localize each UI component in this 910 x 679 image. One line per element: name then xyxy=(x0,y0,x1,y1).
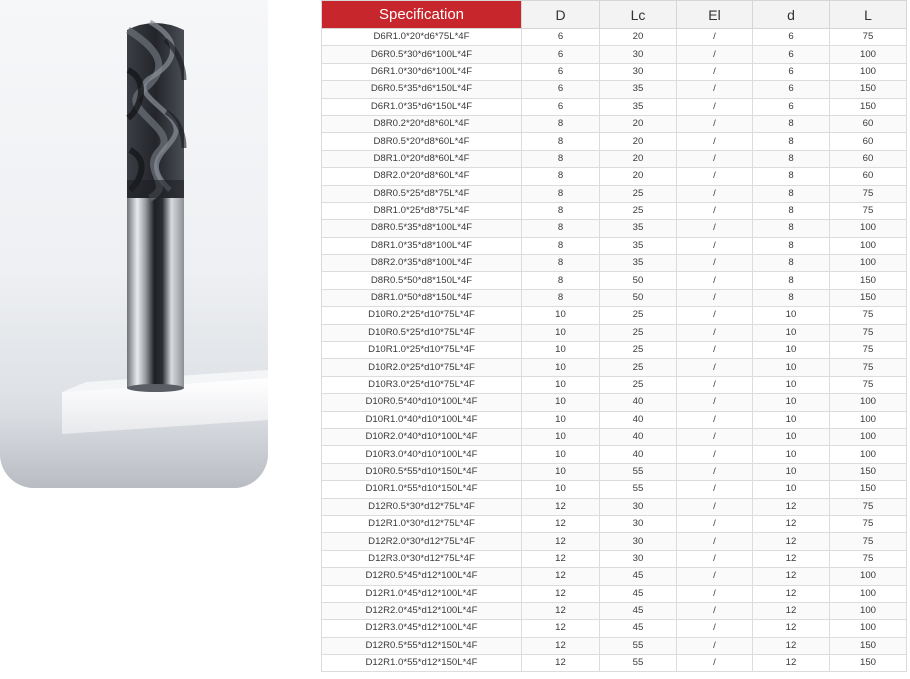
table-row xyxy=(322,81,907,98)
cell-d: 10 xyxy=(522,463,600,480)
cell-shank-d: 6 xyxy=(753,63,830,80)
cell-el: / xyxy=(677,307,753,324)
table-row xyxy=(322,324,907,341)
cell-lc: 25 xyxy=(600,202,677,219)
cell-lc: 20 xyxy=(600,168,677,185)
table-row xyxy=(322,150,907,167)
cell-l: 60 xyxy=(830,133,907,150)
cell-d: 8 xyxy=(522,272,600,289)
cell-shank-d: 10 xyxy=(753,307,830,324)
cell-specification: D10R1.0*40*d10*100L*4F xyxy=(322,411,522,428)
cell-el: / xyxy=(677,376,753,393)
cell-specification: D6R1.0*35*d6*150L*4F xyxy=(322,98,522,115)
cell-l: 100 xyxy=(830,620,907,637)
table-row xyxy=(322,620,907,637)
cell-specification: D6R0.5*35*d6*150L*4F xyxy=(322,81,522,98)
table-row xyxy=(322,602,907,619)
cell-l: 60 xyxy=(830,115,907,132)
cell-el: / xyxy=(677,637,753,654)
cell-shank-d: 12 xyxy=(753,568,830,585)
cell-l: 75 xyxy=(830,498,907,515)
cell-shank-d: 8 xyxy=(753,185,830,202)
cell-shank-d: 12 xyxy=(753,550,830,567)
cell-el: / xyxy=(677,115,753,132)
cell-shank-d: 8 xyxy=(753,289,830,306)
cell-d: 8 xyxy=(522,150,600,167)
cell-el: / xyxy=(677,29,753,46)
cell-lc: 35 xyxy=(600,220,677,237)
cell-specification: D10R0.5*25*d10*75L*4F xyxy=(322,324,522,341)
cell-el: / xyxy=(677,81,753,98)
table-row xyxy=(322,255,907,272)
header-shank-d: d xyxy=(753,1,830,29)
cell-d: 8 xyxy=(522,220,600,237)
cell-shank-d: 6 xyxy=(753,98,830,115)
cell-lc: 25 xyxy=(600,324,677,341)
cell-lc: 40 xyxy=(600,394,677,411)
cell-l: 100 xyxy=(830,411,907,428)
cell-d: 10 xyxy=(522,481,600,498)
cell-l: 100 xyxy=(830,63,907,80)
cell-l: 75 xyxy=(830,29,907,46)
cell-l: 150 xyxy=(830,481,907,498)
table-row xyxy=(322,498,907,515)
cell-lc: 55 xyxy=(600,637,677,654)
cell-lc: 30 xyxy=(600,46,677,63)
cell-lc: 30 xyxy=(600,515,677,532)
cell-d: 8 xyxy=(522,133,600,150)
cell-l: 150 xyxy=(830,81,907,98)
cell-el: / xyxy=(677,185,753,202)
cell-el: / xyxy=(677,255,753,272)
cell-d: 6 xyxy=(522,98,600,115)
cell-l: 100 xyxy=(830,220,907,237)
cell-specification: D12R0.5*45*d12*100L*4F xyxy=(322,568,522,585)
cell-specification: D6R1.0*20*d6*75L*4F xyxy=(322,29,522,46)
table-row xyxy=(322,411,907,428)
cell-el: / xyxy=(677,602,753,619)
cell-l: 60 xyxy=(830,150,907,167)
cell-lc: 45 xyxy=(600,602,677,619)
cell-specification: D8R0.5*20*d8*60L*4F xyxy=(322,133,522,150)
cell-lc: 30 xyxy=(600,533,677,550)
cell-d: 10 xyxy=(522,342,600,359)
cell-lc: 20 xyxy=(600,150,677,167)
cell-lc: 40 xyxy=(600,428,677,445)
cell-lc: 45 xyxy=(600,568,677,585)
cell-shank-d: 10 xyxy=(753,446,830,463)
cell-el: / xyxy=(677,46,753,63)
product-photo xyxy=(0,0,268,488)
cell-d: 8 xyxy=(522,289,600,306)
table-row xyxy=(322,133,907,150)
cell-specification: D10R0.5*55*d10*150L*4F xyxy=(322,463,522,480)
table-header-row xyxy=(322,1,907,29)
cell-d: 6 xyxy=(522,81,600,98)
cell-lc: 40 xyxy=(600,446,677,463)
cell-specification: D8R2.0*20*d8*60L*4F xyxy=(322,168,522,185)
cell-l: 75 xyxy=(830,185,907,202)
cell-shank-d: 10 xyxy=(753,394,830,411)
cell-l: 75 xyxy=(830,324,907,341)
cell-d: 10 xyxy=(522,307,600,324)
cell-specification: D12R3.0*45*d12*100L*4F xyxy=(322,620,522,637)
cell-l: 100 xyxy=(830,255,907,272)
cell-el: / xyxy=(677,220,753,237)
cell-specification: D6R0.5*30*d6*100L*4F xyxy=(322,46,522,63)
cell-l: 100 xyxy=(830,237,907,254)
cell-el: / xyxy=(677,550,753,567)
cell-el: / xyxy=(677,359,753,376)
cell-l: 150 xyxy=(830,655,907,672)
cell-specification: D8R0.5*25*d8*75L*4F xyxy=(322,185,522,202)
cell-d: 12 xyxy=(522,533,600,550)
cell-el: / xyxy=(677,585,753,602)
cell-d: 12 xyxy=(522,655,600,672)
cell-shank-d: 8 xyxy=(753,202,830,219)
cell-lc: 20 xyxy=(600,29,677,46)
cell-lc: 25 xyxy=(600,185,677,202)
header-lc: Lc xyxy=(600,1,677,29)
cell-lc: 30 xyxy=(600,63,677,80)
cell-specification: D10R0.5*40*d10*100L*4F xyxy=(322,394,522,411)
table-row xyxy=(322,46,907,63)
table-row xyxy=(322,202,907,219)
cell-specification: D12R1.0*45*d12*100L*4F xyxy=(322,585,522,602)
cell-d: 10 xyxy=(522,324,600,341)
cell-specification: D10R2.0*25*d10*75L*4F xyxy=(322,359,522,376)
cell-el: / xyxy=(677,463,753,480)
cell-d: 10 xyxy=(522,394,600,411)
cell-lc: 55 xyxy=(600,655,677,672)
table-row xyxy=(322,185,907,202)
cell-shank-d: 8 xyxy=(753,220,830,237)
table-row xyxy=(322,463,907,480)
cell-l: 60 xyxy=(830,168,907,185)
cell-lc: 55 xyxy=(600,463,677,480)
cell-l: 100 xyxy=(830,394,907,411)
cell-shank-d: 8 xyxy=(753,272,830,289)
cell-specification: D10R2.0*40*d10*100L*4F xyxy=(322,428,522,445)
table-row xyxy=(322,481,907,498)
cell-l: 75 xyxy=(830,550,907,567)
cell-shank-d: 6 xyxy=(753,46,830,63)
cell-specification: D12R0.5*55*d12*150L*4F xyxy=(322,637,522,654)
cell-shank-d: 12 xyxy=(753,585,830,602)
table-row xyxy=(322,428,907,445)
cell-d: 12 xyxy=(522,620,600,637)
cell-shank-d: 12 xyxy=(753,620,830,637)
cell-lc: 25 xyxy=(600,342,677,359)
cell-specification: D8R0.2*20*d8*60L*4F xyxy=(322,115,522,132)
cell-shank-d: 10 xyxy=(753,359,830,376)
cell-d: 10 xyxy=(522,446,600,463)
cell-lc: 35 xyxy=(600,255,677,272)
cell-l: 150 xyxy=(830,637,907,654)
table-row xyxy=(322,394,907,411)
table-row xyxy=(322,359,907,376)
cell-el: / xyxy=(677,342,753,359)
cell-shank-d: 12 xyxy=(753,498,830,515)
table-row xyxy=(322,446,907,463)
table-row xyxy=(322,237,907,254)
cell-shank-d: 8 xyxy=(753,255,830,272)
cell-specification: D12R2.0*30*d12*75L*4F xyxy=(322,533,522,550)
cell-specification: D8R2.0*35*d8*100L*4F xyxy=(322,255,522,272)
cell-d: 12 xyxy=(522,498,600,515)
cell-shank-d: 12 xyxy=(753,637,830,654)
table-row xyxy=(322,585,907,602)
cell-shank-d: 6 xyxy=(753,29,830,46)
cell-el: / xyxy=(677,655,753,672)
cell-el: / xyxy=(677,237,753,254)
cell-specification: D8R0.5*35*d8*100L*4F xyxy=(322,220,522,237)
cell-l: 75 xyxy=(830,202,907,219)
cell-specification: D10R1.0*25*d10*75L*4F xyxy=(322,342,522,359)
cell-d: 10 xyxy=(522,359,600,376)
cell-lc: 40 xyxy=(600,411,677,428)
cell-lc: 30 xyxy=(600,550,677,567)
cell-shank-d: 10 xyxy=(753,342,830,359)
table-body xyxy=(322,29,907,672)
header-l: L xyxy=(830,1,907,29)
header-specification: Specification xyxy=(322,1,522,29)
cell-d: 12 xyxy=(522,602,600,619)
end-mill-icon xyxy=(0,0,268,488)
cell-el: / xyxy=(677,411,753,428)
cell-el: / xyxy=(677,168,753,185)
table-row xyxy=(322,568,907,585)
cell-l: 150 xyxy=(830,98,907,115)
cell-d: 10 xyxy=(522,428,600,445)
cell-el: / xyxy=(677,568,753,585)
specification-table xyxy=(321,0,907,672)
cell-d: 12 xyxy=(522,637,600,654)
header-d: D xyxy=(522,1,600,29)
cell-d: 8 xyxy=(522,185,600,202)
cell-specification: D12R0.5*30*d12*75L*4F xyxy=(322,498,522,515)
cell-shank-d: 6 xyxy=(753,81,830,98)
table-row xyxy=(322,98,907,115)
cell-lc: 45 xyxy=(600,585,677,602)
cell-el: / xyxy=(677,324,753,341)
cell-specification: D10R3.0*25*d10*75L*4F xyxy=(322,376,522,393)
cell-shank-d: 10 xyxy=(753,376,830,393)
cell-specification: D8R1.0*25*d8*75L*4F xyxy=(322,202,522,219)
table-row xyxy=(322,637,907,654)
cell-el: / xyxy=(677,533,753,550)
cell-el: / xyxy=(677,202,753,219)
table-row xyxy=(322,376,907,393)
cell-lc: 50 xyxy=(600,272,677,289)
cell-specification: D8R1.0*50*d8*150L*4F xyxy=(322,289,522,306)
cell-l: 75 xyxy=(830,515,907,532)
cell-d: 10 xyxy=(522,376,600,393)
cell-lc: 50 xyxy=(600,289,677,306)
cell-shank-d: 10 xyxy=(753,463,830,480)
cell-lc: 20 xyxy=(600,115,677,132)
cell-specification: D12R2.0*45*d12*100L*4F xyxy=(322,602,522,619)
cell-el: / xyxy=(677,446,753,463)
table-row xyxy=(322,550,907,567)
cell-d: 10 xyxy=(522,411,600,428)
cell-d: 8 xyxy=(522,115,600,132)
cell-el: / xyxy=(677,133,753,150)
cell-specification: D8R1.0*35*d8*100L*4F xyxy=(322,237,522,254)
cell-specification: D10R3.0*40*d10*100L*4F xyxy=(322,446,522,463)
cell-el: / xyxy=(677,289,753,306)
cell-l: 75 xyxy=(830,359,907,376)
cell-shank-d: 10 xyxy=(753,324,830,341)
cell-l: 75 xyxy=(830,307,907,324)
cell-d: 8 xyxy=(522,202,600,219)
table-row xyxy=(322,515,907,532)
cell-d: 6 xyxy=(522,63,600,80)
cell-d: 8 xyxy=(522,255,600,272)
cell-l: 150 xyxy=(830,272,907,289)
cell-d: 12 xyxy=(522,550,600,567)
cell-specification: D12R1.0*30*d12*75L*4F xyxy=(322,515,522,532)
cell-lc: 30 xyxy=(600,498,677,515)
cell-shank-d: 8 xyxy=(753,237,830,254)
table-row xyxy=(322,115,907,132)
cell-lc: 25 xyxy=(600,307,677,324)
cell-el: / xyxy=(677,498,753,515)
cell-l: 75 xyxy=(830,533,907,550)
cell-d: 12 xyxy=(522,585,600,602)
cell-l: 75 xyxy=(830,342,907,359)
table-row xyxy=(322,168,907,185)
cell-shank-d: 10 xyxy=(753,411,830,428)
cell-l: 150 xyxy=(830,289,907,306)
cell-specification: D12R3.0*30*d12*75L*4F xyxy=(322,550,522,567)
table-row xyxy=(322,307,907,324)
cell-d: 6 xyxy=(522,29,600,46)
cell-shank-d: 8 xyxy=(753,150,830,167)
cell-shank-d: 12 xyxy=(753,515,830,532)
cell-lc: 35 xyxy=(600,237,677,254)
cell-specification: D12R1.0*55*d12*150L*4F xyxy=(322,655,522,672)
table-row xyxy=(322,533,907,550)
cell-shank-d: 10 xyxy=(753,481,830,498)
cell-el: / xyxy=(677,481,753,498)
table-row xyxy=(322,655,907,672)
cell-specification: D8R0.5*50*d8*150L*4F xyxy=(322,272,522,289)
cell-shank-d: 8 xyxy=(753,115,830,132)
cell-d: 6 xyxy=(522,46,600,63)
cell-d: 12 xyxy=(522,515,600,532)
cell-l: 75 xyxy=(830,376,907,393)
cell-el: / xyxy=(677,620,753,637)
cell-lc: 45 xyxy=(600,620,677,637)
cell-shank-d: 12 xyxy=(753,602,830,619)
cell-l: 100 xyxy=(830,568,907,585)
cell-l: 100 xyxy=(830,585,907,602)
cell-shank-d: 8 xyxy=(753,133,830,150)
cell-d: 8 xyxy=(522,168,600,185)
cell-lc: 35 xyxy=(600,81,677,98)
cell-specification: D6R1.0*30*d6*100L*4F xyxy=(322,63,522,80)
cell-specification: D10R0.2*25*d10*75L*4F xyxy=(322,307,522,324)
cell-lc: 25 xyxy=(600,359,677,376)
cell-l: 100 xyxy=(830,428,907,445)
cell-shank-d: 8 xyxy=(753,168,830,185)
cell-l: 100 xyxy=(830,46,907,63)
cell-d: 12 xyxy=(522,568,600,585)
table-row xyxy=(322,289,907,306)
cell-l: 150 xyxy=(830,463,907,480)
cell-l: 100 xyxy=(830,446,907,463)
cell-el: / xyxy=(677,515,753,532)
header-el: El xyxy=(677,1,753,29)
cell-el: / xyxy=(677,63,753,80)
cell-el: / xyxy=(677,394,753,411)
cell-el: / xyxy=(677,150,753,167)
table-row xyxy=(322,220,907,237)
cell-lc: 35 xyxy=(600,98,677,115)
table-row xyxy=(322,29,907,46)
cell-lc: 55 xyxy=(600,481,677,498)
cell-el: / xyxy=(677,428,753,445)
table-row xyxy=(322,272,907,289)
cell-shank-d: 12 xyxy=(753,655,830,672)
cell-specification: D10R1.0*55*d10*150L*4F xyxy=(322,481,522,498)
cell-shank-d: 10 xyxy=(753,428,830,445)
cell-l: 100 xyxy=(830,602,907,619)
cell-lc: 20 xyxy=(600,133,677,150)
cell-d: 8 xyxy=(522,237,600,254)
table-row xyxy=(322,63,907,80)
cell-el: / xyxy=(677,98,753,115)
cell-specification: D8R1.0*20*d8*60L*4F xyxy=(322,150,522,167)
table-row xyxy=(322,342,907,359)
cell-shank-d: 12 xyxy=(753,533,830,550)
cell-lc: 25 xyxy=(600,376,677,393)
cell-el: / xyxy=(677,272,753,289)
